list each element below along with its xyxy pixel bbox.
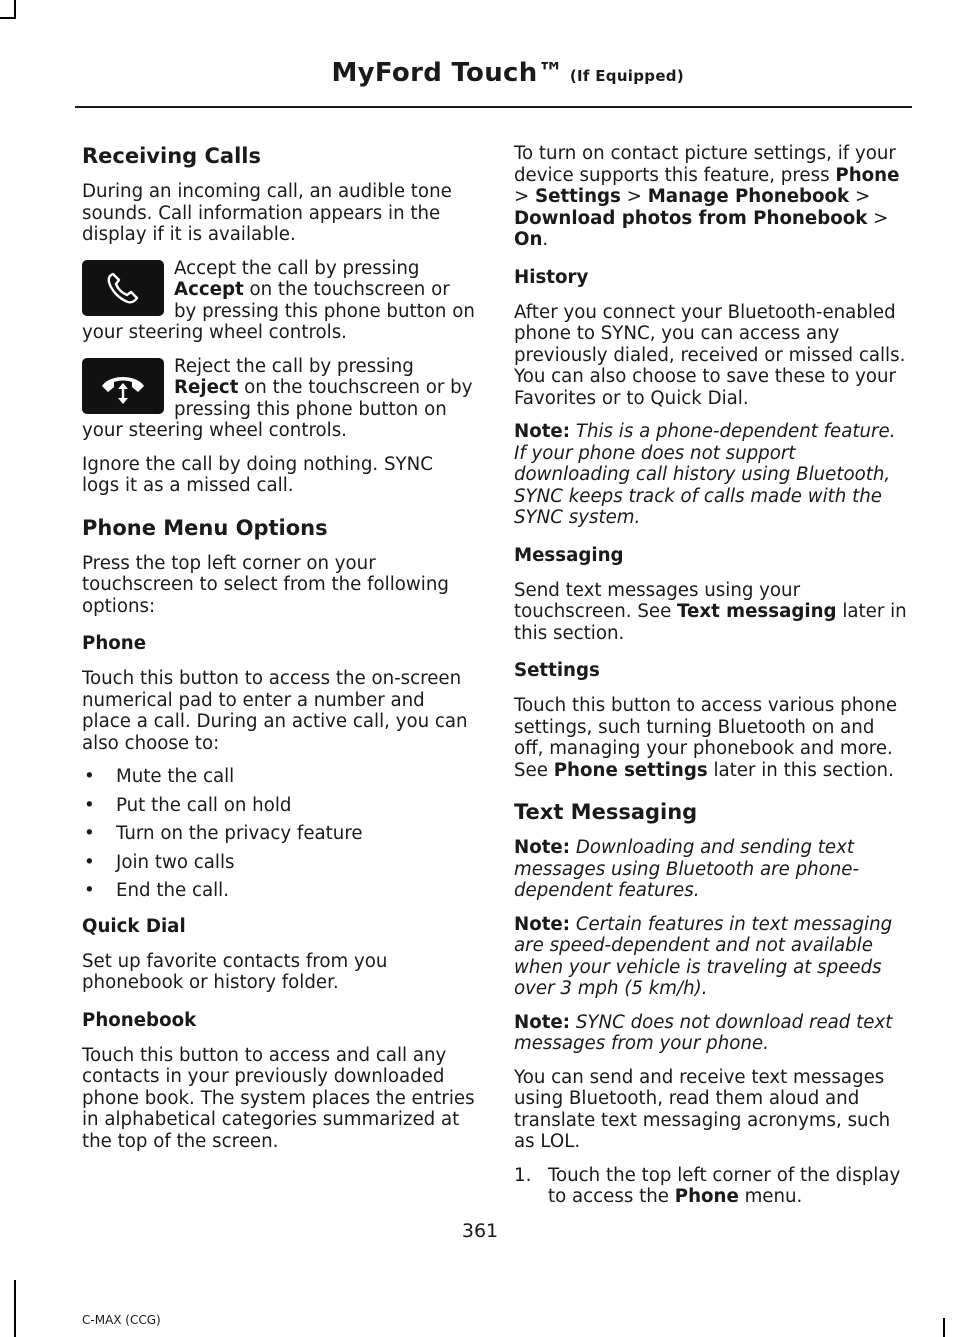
list-item: • Mute the call bbox=[82, 766, 475, 788]
phone-menu-options-heading: Phone Menu Options bbox=[82, 515, 328, 540]
crop-mark-top-left-horizontal bbox=[0, 17, 16, 19]
quick-dial-text: Set up favorite contacts from you phonebook or history folder. bbox=[82, 950, 388, 993]
path-manage-phonebook: Manage Phonebook bbox=[647, 186, 850, 207]
step-text-post: menu. bbox=[738, 1186, 803, 1207]
receiving-intro: During an incoming call, an audible tone sounds. Call information appears in the display if it is available. bbox=[82, 181, 452, 245]
list-item: • Join two calls bbox=[82, 852, 475, 874]
path-separator: > bbox=[849, 186, 871, 207]
settings-text-post: later in this section. bbox=[707, 759, 894, 781]
messaging-paragraph bbox=[514, 580, 907, 645]
path-download-photos: Download photos from Phonebook bbox=[514, 207, 868, 229]
contact-picture-text: To turn on contact picture settings, if your device supports this feature, press bbox=[514, 143, 896, 186]
path-on: On bbox=[514, 229, 543, 250]
path-separator: > bbox=[620, 186, 648, 207]
note-label: Note: bbox=[514, 1011, 571, 1033]
path-phone: Phone bbox=[835, 164, 900, 186]
messaging-subheading: Messaging bbox=[514, 544, 624, 566]
phonebook-subheading: Phonebook bbox=[82, 1009, 197, 1031]
page-number: 361 bbox=[461, 1220, 499, 1242]
ignore-text: Ignore the call by doing nothing. SYNC logs it as a missed call. bbox=[82, 453, 433, 496]
running-header bbox=[332, 58, 685, 88]
crop-mark-top-left-vertical bbox=[14, 0, 16, 18]
phonebook-text: Touch this button to access and call any contacts in your previously downloaded phone book. The system places the entries in alphabetical categories summarized at the top of the screen. bbox=[82, 1044, 475, 1152]
messaging-text-pre: Send text messages using your touchscreen. See bbox=[514, 579, 801, 622]
reject-text-post: on the touchscreen or by pressing this phone button on your steering wheel controls. bbox=[82, 377, 473, 441]
crop-mark-bottom-left-vertical bbox=[14, 1280, 16, 1337]
right-column bbox=[514, 143, 907, 1208]
crop-mark-bottom-right-vertical bbox=[943, 1318, 945, 1337]
history-note-text: This is a phone-dependent feature. If your phone does not support downloading call history using Bluetooth, SYNC keeps track of calls made with the SYNC system. bbox=[514, 421, 896, 528]
settings-text-pre: Touch this button to access various phone settings, such turning Bluetooth on and off, managing your phonebook and more. See bbox=[514, 695, 898, 781]
note-label: Note: bbox=[514, 421, 571, 442]
note-3-text: SYNC does not download read text messages from your phone. bbox=[514, 1011, 893, 1054]
header-rule bbox=[75, 106, 912, 108]
phone-hangup-icon bbox=[82, 358, 164, 414]
note-2-text: Certain features in text messaging are speed-dependent and not available when your vehicle is traveling at speeds over 3 mph (5 km/h). bbox=[514, 913, 893, 999]
history-text: After you connect your Bluetooth-enabled phone to SYNC, you can access any previously dialed, received or missed calls. You can also choose to save these to your Favorites or to Quick Dial. bbox=[514, 301, 906, 409]
messaging-text-post: later in this section. bbox=[514, 601, 907, 644]
note-2 bbox=[514, 914, 907, 1000]
phone-menu-reference: Phone bbox=[674, 1186, 739, 1207]
period: . bbox=[542, 229, 549, 250]
path-separator: > bbox=[867, 207, 889, 229]
reject-text-pre: Reject the call by pressing bbox=[174, 355, 414, 377]
reject-label: Reject bbox=[174, 377, 239, 398]
text-messaging-reference: Text messaging bbox=[677, 601, 837, 622]
note-label: Note: bbox=[514, 837, 571, 858]
accept-label: Accept bbox=[174, 279, 244, 300]
steps-list bbox=[514, 1165, 907, 1208]
footer-code: C-MAX (CCG) bbox=[82, 1313, 161, 1327]
path-settings: Settings bbox=[535, 186, 621, 207]
list-item: • Put the call on hold bbox=[82, 795, 475, 817]
reject-call-block bbox=[82, 356, 475, 442]
accept-text-pre: Accept the call by pressing bbox=[174, 257, 420, 279]
quick-dial-subheading: Quick Dial bbox=[82, 915, 186, 937]
text-messaging-heading: Text Messaging bbox=[514, 800, 698, 824]
note-1-text: Downloading and sending text messages using Bluetooth are phone-dependent features. bbox=[514, 837, 860, 901]
note-1 bbox=[514, 837, 907, 902]
settings-paragraph bbox=[514, 695, 907, 781]
accept-text-post: on the touchscreen or by pressing this phone button on your steering wheel controls. bbox=[82, 279, 475, 343]
history-subheading: History bbox=[514, 266, 589, 288]
list-item: • End the call. bbox=[82, 880, 475, 902]
contact-picture-paragraph bbox=[514, 143, 907, 251]
phone-settings-reference: Phone settings bbox=[553, 759, 708, 781]
send-receive-text: You can send and receive text messages using Bluetooth, read them aloud and translate text messaging acronyms, such as LOL. bbox=[514, 1066, 891, 1152]
header-subtitle: (If Equipped) bbox=[569, 67, 684, 85]
list-item: • Turn on the privacy feature bbox=[82, 823, 475, 845]
phone-text: Touch this button to access the on-screen numerical pad to enter a number and place a call. During an active call, you can also choose to: bbox=[82, 668, 468, 754]
accept-call-block bbox=[82, 258, 475, 344]
header-title: MyFord Touch™ bbox=[331, 58, 564, 88]
path-separator: > bbox=[514, 186, 536, 207]
step-text-pre: Touch the top left corner of the display to access the bbox=[548, 1164, 901, 1207]
phone-menu-intro: Press the top left corner on your touchscreen to select from the following options: bbox=[82, 552, 449, 617]
receiving-calls-heading: Receiving Calls bbox=[82, 144, 261, 168]
step-item bbox=[514, 1165, 907, 1208]
note-3 bbox=[514, 1012, 907, 1055]
history-note bbox=[514, 421, 907, 529]
phone-accept-icon bbox=[82, 260, 164, 316]
active-call-options-list bbox=[82, 766, 475, 902]
settings-subheading: Settings bbox=[514, 660, 600, 681]
note-label: Note: bbox=[514, 913, 571, 935]
step-number: 1. bbox=[514, 1164, 532, 1186]
phone-subheading: Phone bbox=[82, 633, 147, 654]
left-column bbox=[82, 143, 475, 1164]
